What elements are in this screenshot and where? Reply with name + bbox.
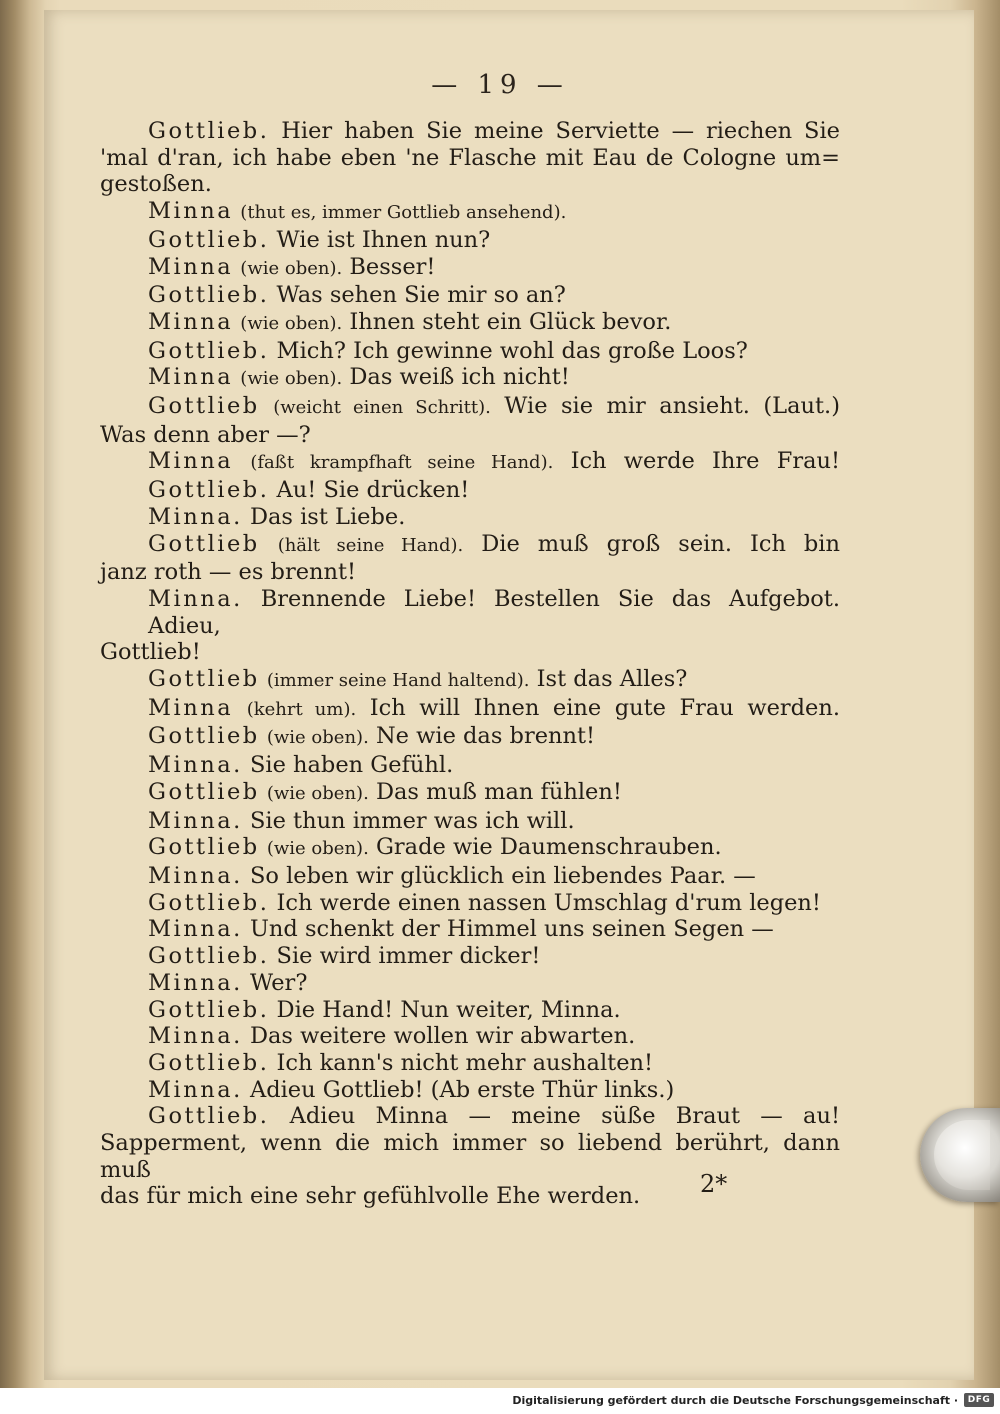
stage-direction: (wie oben).	[240, 368, 343, 390]
line-text: Wie sie mir ansieht. (Laut.)	[504, 393, 840, 420]
stage-direction: (faßt krampfhaft seine Hand).	[250, 452, 554, 474]
line-text: Brennende Liebe! Bestellen Sie das Aufgebot. Adieu,	[148, 585, 840, 639]
text-line	[100, 531, 840, 560]
line-text: Sapperment, wenn die mich immer so liebend berührt, dann muß	[100, 1130, 840, 1183]
stage-direction: (thut es, immer Gottlieb ansehend).	[240, 202, 567, 224]
speaker-name: Minna.	[148, 503, 243, 530]
stage-direction: (hält seine Hand).	[277, 534, 464, 556]
line-text: Das muß man fühlen!	[375, 778, 622, 805]
text-line	[100, 1077, 840, 1104]
line-text: das für mich eine sehr gefühlvolle Ehe werden.	[100, 1183, 641, 1210]
printer-signature-mark: 2*	[700, 1170, 728, 1198]
speaker-name: Gottlieb.	[148, 943, 270, 970]
text-line	[100, 171, 840, 198]
text-line	[100, 779, 840, 808]
speaker-name: Minna	[148, 448, 234, 475]
stage-direction: (wie oben).	[266, 782, 369, 804]
text-line	[100, 422, 840, 449]
stage-direction: (kehrt um).	[246, 698, 357, 720]
speaker-name: Gottlieb.	[148, 226, 270, 253]
line-text: Ist das Alles?	[536, 666, 688, 693]
speaker-name: Gottlieb	[148, 393, 260, 420]
speaker-name: Gottlieb.	[148, 889, 270, 916]
speaker-name: Minna.	[148, 807, 243, 834]
stage-direction: (wie oben).	[240, 312, 343, 334]
line-text: Ich werde einen nassen Umschlag d'rum legen!	[276, 889, 821, 916]
speaker-name: Gottlieb.	[148, 1049, 270, 1076]
stage-direction: (wie oben).	[266, 838, 369, 860]
line-text: Was denn aber —?	[100, 421, 311, 448]
line-text: Das ist Liebe.	[249, 503, 406, 530]
speaker-name: Minna	[148, 694, 234, 721]
speaker-name: Minna.	[148, 916, 243, 943]
text-line	[100, 145, 840, 172]
speaker-name: Gottlieb.	[148, 477, 270, 504]
speaker-name: Gottlieb.	[148, 118, 270, 144]
line-text: gestoßen.	[100, 171, 212, 198]
text-line	[100, 808, 840, 835]
text-line	[100, 504, 840, 531]
speaker-name: Minna.	[148, 585, 243, 612]
line-text: Was sehen Sie mir so an?	[276, 282, 566, 309]
text-line	[100, 916, 840, 943]
line-text: Gottlieb!	[100, 639, 201, 666]
stage-direction: (wie oben).	[240, 257, 343, 279]
speaker-name: Gottlieb.	[148, 337, 270, 364]
text-line	[100, 834, 840, 863]
speaker-name: Gottlieb	[148, 778, 260, 805]
speaker-name: Gottlieb	[148, 666, 260, 693]
line-text: Das weiß ich nicht!	[349, 364, 570, 391]
line-text: Die muß groß sein. Ich bin	[481, 530, 840, 557]
line-text: Besser!	[349, 253, 436, 280]
text-line	[100, 1023, 840, 1050]
text-line	[100, 1103, 840, 1130]
line-text: Sie thun immer was ich will.	[249, 807, 575, 834]
speaker-name: Minna	[148, 364, 234, 391]
text-line	[100, 666, 840, 695]
text-line	[100, 586, 840, 639]
line-text: Wie ist Ihnen nun?	[276, 226, 491, 253]
speaker-name: Gottlieb.	[148, 996, 270, 1023]
text-line	[100, 943, 840, 970]
text-line	[100, 282, 840, 309]
dialogue-text-block	[100, 118, 840, 1210]
text-line	[100, 198, 840, 227]
speaker-name: Minna.	[148, 1076, 243, 1103]
footer-bar	[0, 1388, 1000, 1414]
text-line	[100, 393, 840, 422]
line-text: Sie haben Gefühl.	[249, 752, 454, 779]
page-clip-lens	[934, 1120, 990, 1190]
dfg-logo: DFG	[964, 1393, 994, 1407]
speaker-name: Gottlieb	[148, 530, 260, 557]
text-line	[100, 227, 840, 254]
speaker-name: Minna	[148, 253, 234, 280]
line-text: Und schenkt der Himmel uns seinen Segen —	[249, 916, 774, 943]
stage-direction: (immer seine Hand haltend).	[266, 670, 530, 692]
text-line	[100, 970, 840, 997]
text-line	[100, 309, 840, 338]
text-line	[100, 559, 840, 586]
line-text: Das weitere wollen wir abwarten.	[249, 1023, 636, 1050]
line-text: Adieu Gottlieb! (Ab erste Thür links.)	[249, 1076, 675, 1103]
text-line	[100, 695, 840, 724]
speaker-name: Minna.	[148, 862, 243, 889]
line-text: Hier haben Sie meine Serviette — riechen Sie	[281, 118, 840, 144]
text-line	[100, 639, 840, 666]
page-number-header: — 19 —	[431, 70, 569, 100]
line-text: Sie wird immer dicker!	[276, 943, 541, 970]
speaker-name: Minna.	[148, 1023, 243, 1050]
speaker-name: Gottlieb	[148, 723, 260, 750]
text-line	[100, 338, 840, 365]
speaker-name: Minna	[148, 308, 234, 335]
text-line	[100, 448, 840, 477]
line-text: Grade wie Daumenschrauben.	[375, 834, 722, 861]
line-text: Ihnen steht ein Glück bevor.	[349, 308, 672, 335]
speaker-name: Minna	[148, 198, 234, 225]
speaker-name: Minna.	[148, 752, 243, 779]
text-line	[100, 1130, 840, 1183]
line-text: janz roth — es brennt!	[100, 559, 357, 586]
text-line	[100, 118, 840, 145]
text-line	[100, 1050, 840, 1077]
speaker-name: Gottlieb	[148, 834, 260, 861]
text-line	[100, 364, 840, 393]
text-line	[100, 477, 840, 504]
stage-direction: (weicht einen Schritt).	[273, 397, 491, 419]
stage-direction: (wie oben).	[266, 727, 369, 749]
line-text: Die Hand! Nun weiter, Minna.	[276, 996, 621, 1023]
text-line	[100, 863, 840, 890]
text-line	[100, 254, 840, 283]
text-line	[100, 997, 840, 1024]
line-text: Ne wie das brennt!	[375, 723, 596, 750]
line-text: Wer?	[249, 969, 308, 996]
line-text: Mich? Ich gewinne wohl das große Loos?	[276, 337, 748, 364]
text-line	[100, 890, 840, 917]
funding-credit: Digitalisierung gefördert durch die Deutsche Forschungsgemeinschaft ·	[512, 1394, 958, 1407]
text-line	[100, 752, 840, 779]
speaker-name: Gottlieb.	[148, 1103, 270, 1130]
text-line	[100, 1183, 840, 1210]
line-text: Adieu Minna — meine süße Braut — au!	[289, 1103, 840, 1130]
line-text: So leben wir glücklich ein liebendes Paar. —	[249, 862, 756, 889]
line-text: Ich werde Ihre Frau!	[570, 448, 841, 475]
speaker-name: Minna.	[148, 969, 243, 996]
speaker-name: Gottlieb.	[148, 282, 270, 309]
line-text: 'mal d'ran, ich habe eben 'ne Flasche mit Eau de Cologne um=	[100, 144, 840, 171]
line-text: Ich kann's nicht mehr aushalten!	[276, 1049, 654, 1076]
line-text: Ich will Ihnen eine gute Frau werden.	[369, 694, 841, 721]
line-text: Au! Sie drücken!	[276, 477, 470, 504]
text-line	[100, 723, 840, 752]
